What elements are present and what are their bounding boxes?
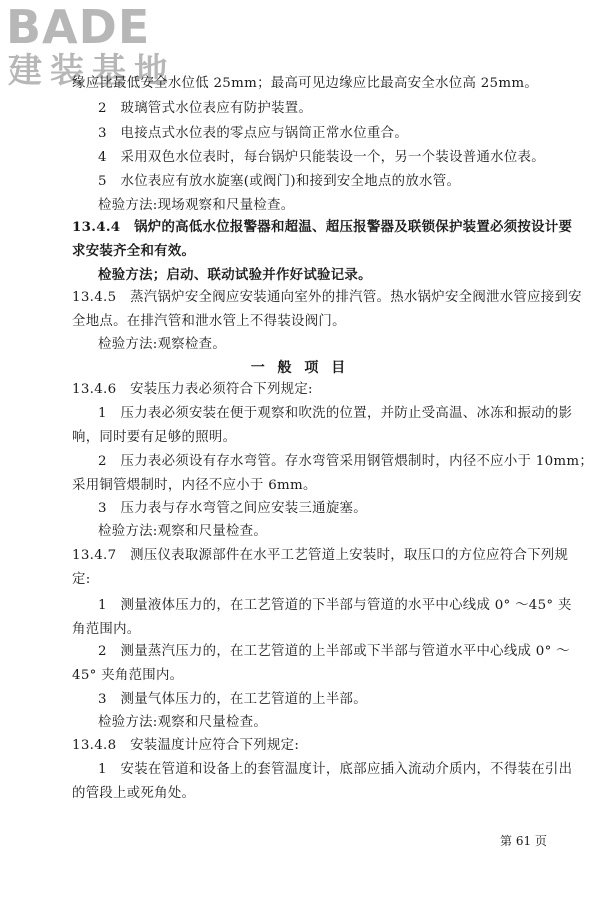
section-heading: 一 般 项 目 (250, 360, 350, 376)
list-item: 4 采用双色水位表时，每台锅炉只能装设一个，另一个装设普通水位表。 (98, 150, 545, 165)
inspection-method: 检验方法:观察检查。 (98, 337, 227, 352)
clause-13-4-4-cont: 求安装齐全和有效。 (72, 243, 196, 259)
watermark-cjk: 建装基地 (8, 51, 176, 91)
clause-13-4-5-cont: 全地点。在排汽管和泄水管上不得装设阀门。 (72, 314, 346, 329)
list-item: 2 压力表必须设有存水弯管。存水弯管采用钢管煨制时，内径不应小于 10mm； (98, 454, 594, 469)
text-line: 缘应比最低安全水位低 25mm；最高可见边缘应比最高安全水位高 25mm。 (72, 76, 539, 91)
inspection-method: 检验方法:观察和尺量检查。 (98, 715, 268, 730)
list-item: 2 玻璃管式水位表应有防护装置。 (98, 101, 313, 116)
list-item: 1 压力表必须安装在便于观察和吹洗的位置，并防止受高温、冰冻和振动的影 (98, 406, 573, 421)
list-item: 3 压力表与存水弯管之间应安装三通旋塞。 (98, 501, 367, 516)
list-item: 5 水位表应有放水旋塞(或阀门)和接到安全地点的放水管。 (98, 174, 461, 189)
clause-13-4-6: 13.4.6 安装压力表必须符合下列规定: (72, 382, 313, 397)
page-number: 第 61 页 (500, 834, 547, 848)
list-item: 3 测量气体压力的，在工艺管道的上半部。 (98, 692, 367, 707)
inspection-method: 检验方法:现场观察和尺量检查。 (98, 198, 295, 213)
list-item: 1 安装在管道和设备上的套管温度计，底部应插入流动介质内，不得装在引出 (98, 762, 573, 777)
inspection-method: 检验方法；启动、联动试验并作好试验记录。 (98, 267, 372, 283)
clause-13-4-5: 13.4.5 蒸汽锅炉安全阀应安装通向室外的排汽管。热水锅炉安全阀泄水管应接到安 (72, 290, 582, 305)
text-line: 响，同时要有足够的照明。 (72, 430, 237, 445)
text-line: 定: (72, 572, 91, 587)
clause-13-4-8: 13.4.8 安装温度计应符合下列规定: (72, 738, 300, 753)
list-item: 1 测量液体压力的，在工艺管道的下半部与管道的水平中心线成 0° ～45° 夹 (98, 598, 572, 613)
inspection-method: 检验方法:观察和尺量检查。 (98, 524, 268, 539)
watermark-latin: BADE (6, 0, 151, 54)
text-line: 45° 夹角范围内。 (72, 668, 184, 683)
list-item: 2 测量蒸汽压力的，在工艺管道的上半部或下半部与管道水平中心线成 0° ～ (98, 644, 570, 659)
clause-13-4-4: 13.4.4 锅炉的高低水位报警器和超温、超压报警器及联锁保护装置必须按设计要 (72, 219, 573, 235)
text-line: 的管段上或死角处。 (72, 786, 196, 801)
text-line: 采用铜管煨制时，内径不应小于 6mm。 (72, 478, 317, 493)
clause-13-4-7: 13.4.7 测压仪表取源部件在水平工艺管道上安装时，取压口的方位应符合下列规 (72, 548, 569, 563)
text-line: 角范围内。 (72, 622, 141, 637)
list-item: 3 电接点式水位表的零点应与锅筒正常水位重合。 (98, 126, 409, 141)
